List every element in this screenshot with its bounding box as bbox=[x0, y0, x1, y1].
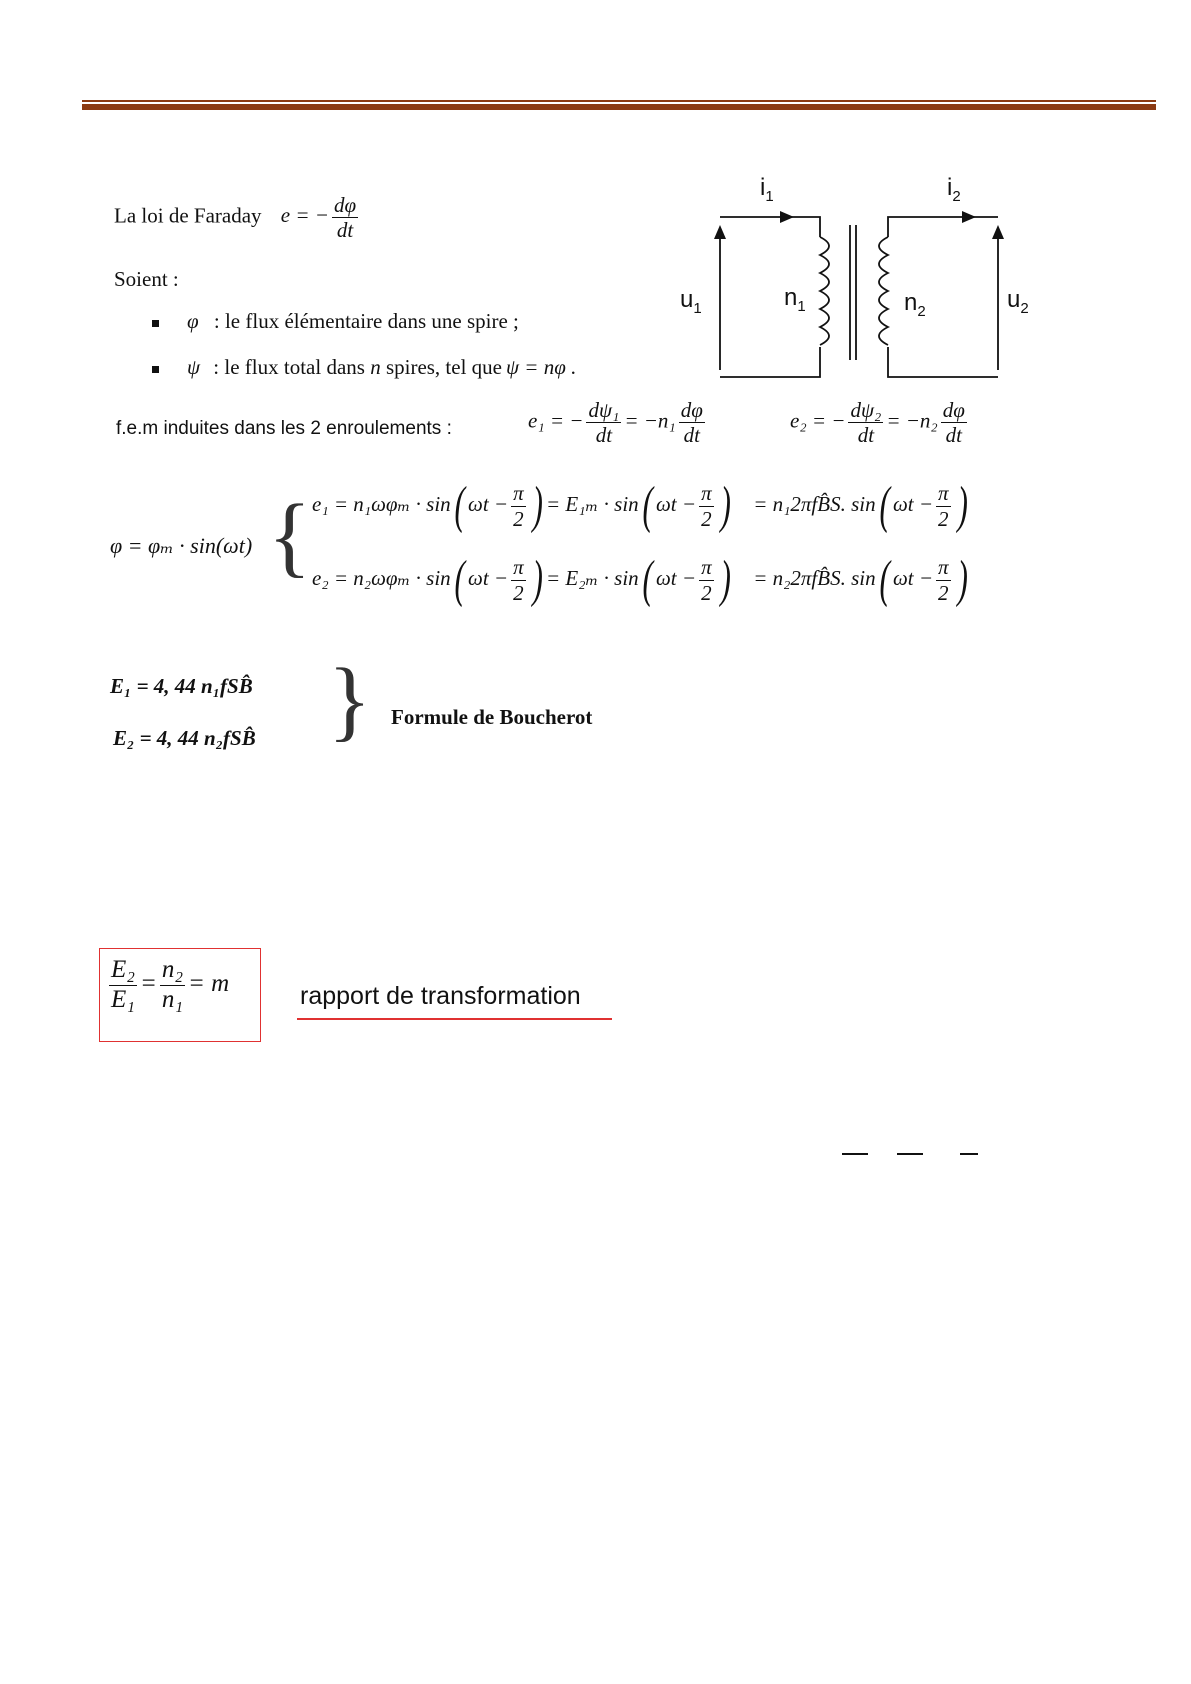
secondary-coil-icon bbox=[879, 237, 888, 345]
label-i1: i bbox=[760, 174, 766, 201]
fem-e2-frac2 bbox=[941, 398, 967, 447]
ratio-n2: n₂ bbox=[160, 956, 185, 986]
faraday-den: dt bbox=[336, 218, 354, 243]
ratio-underline bbox=[297, 1018, 612, 1020]
pi: π bbox=[513, 481, 524, 506]
u2-arrowhead-icon bbox=[992, 225, 1004, 239]
fem-e1-mid: = −n₁ bbox=[624, 408, 676, 433]
e1-sine-e: = n₁2πfB̂S. sin bbox=[753, 491, 876, 516]
stray-dash bbox=[842, 1153, 868, 1155]
header-rule-thick bbox=[82, 104, 1156, 110]
ratio-e1: E₁ bbox=[111, 985, 135, 1013]
transformer-diagram bbox=[680, 165, 1040, 395]
boucherot-eq2: E₂ = 4, 44 n₂fSB̂ bbox=[113, 726, 256, 750]
e2-sine-e: = n₂2πfB̂S. sin bbox=[753, 565, 876, 590]
fem-e1-num: dψ₁ bbox=[588, 398, 620, 422]
pi-over-2 bbox=[936, 481, 951, 530]
left-brace: { bbox=[268, 487, 312, 586]
bullet-psi bbox=[152, 355, 576, 380]
e1-sine-equation bbox=[312, 477, 971, 534]
two: 2 bbox=[938, 506, 949, 531]
soient-heading: Soient : bbox=[114, 267, 179, 291]
pi: π bbox=[701, 555, 712, 580]
e2-sine-a: e₂ = n₂ωφₘ · sin bbox=[312, 565, 451, 590]
paren-open: ( bbox=[454, 551, 465, 608]
stray-dash bbox=[897, 1153, 923, 1155]
ratio-eq2: = m bbox=[188, 969, 230, 997]
ratio-e2: E₂ bbox=[109, 956, 137, 986]
e2-sine-b: ωt − bbox=[468, 565, 509, 590]
pi-over-2 bbox=[511, 481, 526, 530]
bullet-var-n: n bbox=[370, 355, 381, 379]
stray-dash bbox=[960, 1153, 978, 1155]
ratio-eq1: = bbox=[139, 969, 157, 997]
paren-open: ( bbox=[454, 477, 465, 534]
i2-arrow-icon bbox=[962, 211, 976, 223]
bullet-symbol-psi: ψ bbox=[187, 355, 201, 379]
pi-over-2 bbox=[699, 481, 714, 530]
fem-e2 bbox=[790, 398, 970, 447]
fem-e1-frac2 bbox=[679, 398, 705, 447]
pi: π bbox=[938, 481, 949, 506]
faraday-num: dφ bbox=[333, 193, 357, 217]
u1-arrowhead-icon bbox=[714, 225, 726, 239]
phi-equation: φ = φₘ · sin(ωt) bbox=[110, 533, 253, 558]
fem-e2-mid: = −n₂ bbox=[886, 408, 938, 433]
bullet-tail: spires, tel que bbox=[385, 355, 502, 379]
faraday-fraction bbox=[332, 193, 358, 242]
e2-sine-f: ωt − bbox=[892, 565, 934, 590]
paren-close: ) bbox=[957, 551, 968, 608]
faraday-law bbox=[114, 193, 361, 242]
bullet-phi bbox=[152, 309, 519, 334]
fem-e1-num2: dφ bbox=[680, 398, 703, 422]
bullet-marker bbox=[152, 320, 159, 327]
paren-open: ( bbox=[642, 477, 653, 534]
primary-wire-bottom bbox=[720, 347, 820, 377]
e2-sine-equation bbox=[312, 551, 971, 608]
pi-over-2 bbox=[699, 555, 714, 604]
e1-sine-f: ωt − bbox=[892, 491, 934, 516]
fem-e2-den2: dt bbox=[945, 423, 962, 448]
svg-text:i2: $i_2$ bbox=[947, 174, 961, 205]
fem-e1 bbox=[528, 398, 708, 447]
fem-e1-frac bbox=[586, 398, 621, 447]
ratio-n-frac bbox=[160, 956, 185, 1015]
svg-text:i1: $i_1$ bbox=[760, 174, 774, 205]
pi: π bbox=[513, 555, 524, 580]
paren-close: ) bbox=[532, 477, 543, 534]
i1-arrow-icon bbox=[780, 211, 794, 223]
right-brace: } bbox=[328, 651, 372, 750]
two: 2 bbox=[701, 580, 712, 605]
primary-wire bbox=[720, 217, 820, 237]
bullet-marker bbox=[152, 366, 159, 373]
pi: π bbox=[938, 555, 949, 580]
fem-e2-num: dψ₂ bbox=[850, 398, 882, 422]
two: 2 bbox=[513, 506, 524, 531]
fem-e2-lhs: e₂ = − bbox=[790, 408, 846, 433]
bullet-symbol-phi: φ bbox=[187, 309, 199, 333]
pi-over-2 bbox=[936, 555, 951, 604]
fem-e1-den: dt bbox=[595, 423, 613, 448]
ratio-n1: n₁ bbox=[161, 985, 184, 1013]
two: 2 bbox=[701, 506, 712, 531]
label-n1: n bbox=[784, 284, 798, 311]
e2-sine-d: ωt − bbox=[655, 565, 697, 590]
paren-close: ) bbox=[720, 477, 731, 534]
e1-sine-c: = E₁ₘ · sin bbox=[545, 491, 639, 516]
bullet-text-phi: : le flux élémentaire dans une spire ; bbox=[213, 309, 519, 333]
paren-open: ( bbox=[879, 477, 890, 534]
paren-close: ) bbox=[957, 477, 968, 534]
svg-text:u1: $u_1$ bbox=[680, 286, 702, 317]
bullet-text-psi: : le flux total dans bbox=[213, 355, 365, 379]
header-rule bbox=[82, 100, 1156, 102]
pi-over-2 bbox=[511, 555, 526, 604]
primary-coil-icon bbox=[820, 237, 829, 345]
label-i2: i bbox=[947, 174, 953, 201]
faraday-label: La loi de Faraday bbox=[114, 203, 262, 228]
svg-text:n2: $n_2$ bbox=[904, 289, 926, 320]
boucherot-label: Formule de Boucherot bbox=[391, 705, 593, 729]
fem-e1-den2: dt bbox=[683, 423, 700, 448]
fem-e2-den: dt bbox=[857, 423, 875, 448]
paren-open: ( bbox=[879, 551, 890, 608]
bullet-eq: ψ = nφ . bbox=[506, 355, 577, 379]
pi: π bbox=[701, 481, 712, 506]
paren-open: ( bbox=[642, 551, 653, 608]
ratio-e-frac bbox=[109, 956, 137, 1015]
faraday-lhs: e = − bbox=[280, 203, 329, 228]
secondary-wire bbox=[888, 217, 998, 237]
label-u1: u bbox=[680, 286, 694, 313]
e1-sine-b: ωt − bbox=[468, 491, 509, 516]
fem-e2-frac bbox=[848, 398, 883, 447]
svg-text:n1: $n_1$ bbox=[784, 284, 806, 315]
fem-e2-num2: dφ bbox=[942, 398, 965, 422]
e1-sine-d: ωt − bbox=[655, 491, 697, 516]
secondary-wire-bottom bbox=[888, 347, 998, 377]
two: 2 bbox=[938, 580, 949, 605]
fem-e1-lhs: e₁ = − bbox=[528, 408, 584, 433]
svg-text:u2: $u_2$ bbox=[1007, 286, 1029, 317]
paren-close: ) bbox=[532, 551, 543, 608]
ratio-label: rapport de transformation bbox=[300, 982, 581, 1010]
fem-label: f.e.m induites dans les 2 enroulements : bbox=[116, 418, 452, 439]
label-n2: n bbox=[904, 289, 918, 316]
two: 2 bbox=[513, 580, 524, 605]
boucherot-eq1: E₁ = 4, 44 n₁fSB̂ bbox=[110, 674, 253, 698]
ratio-formula bbox=[106, 956, 229, 1015]
e2-sine-c: = E₂ₘ · sin bbox=[545, 565, 639, 590]
label-u2: u bbox=[1007, 286, 1021, 313]
paren-close: ) bbox=[720, 551, 731, 608]
e1-sine-a: e₁ = n₁ωφₘ · sin bbox=[312, 491, 451, 516]
